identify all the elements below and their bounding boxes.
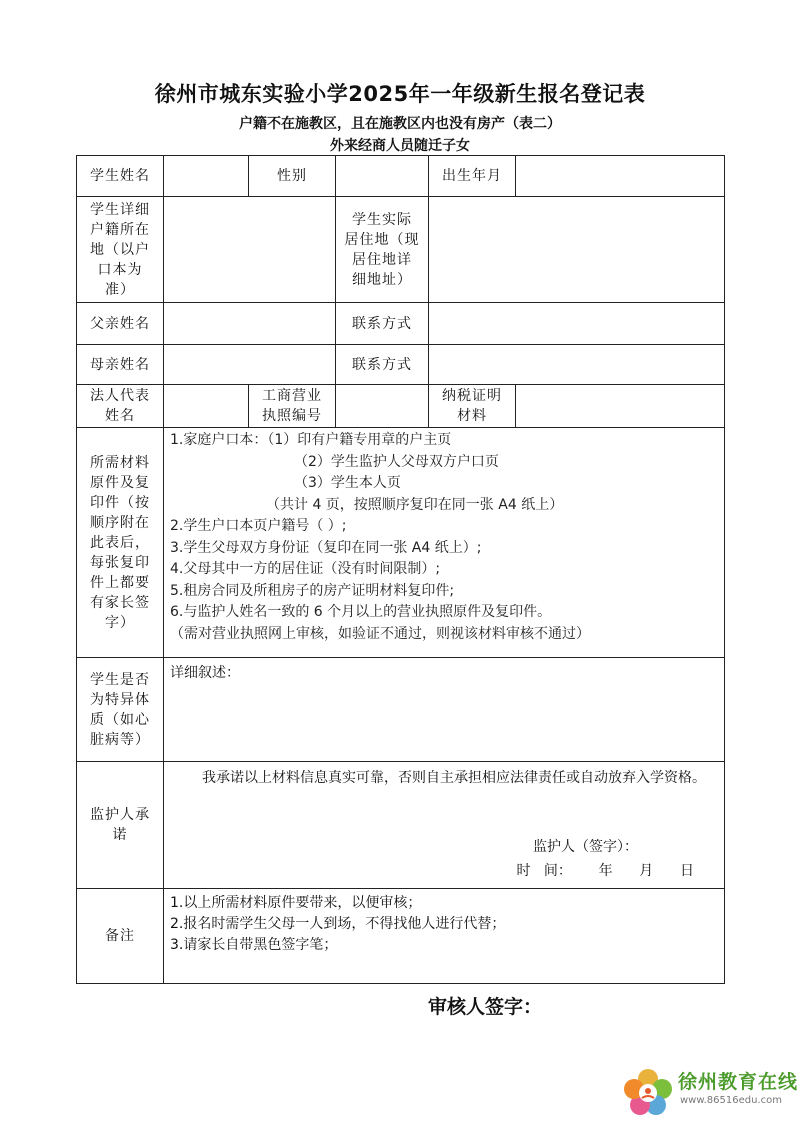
legal-rep-label: 法人代表 姓名 (77, 385, 164, 428)
father-name-label: 父亲姓名 (77, 303, 164, 345)
special-condition-label: 学生是否 为特异体 质（如心 脏病等） (77, 658, 164, 762)
gender-label: 性别 (249, 156, 336, 197)
special-condition-field[interactable] (164, 658, 725, 762)
legal-rep-field[interactable] (164, 385, 249, 428)
business-license-label: 工商营业 执照编号 (249, 385, 336, 428)
materials-item: （2）学生监护人父母双方户口页 (294, 453, 499, 470)
guardian-signature-label: 监护人（签字）： (533, 839, 638, 855)
note-item: 3.请家长自带黑色签字笔； (170, 937, 338, 953)
materials-item: 2.学生户口本页户籍号（ ）; (170, 518, 347, 534)
registration-form-table (76, 155, 725, 984)
residence-address-field[interactable] (429, 197, 725, 303)
site-logo (622, 1063, 800, 1121)
form-category: 外来经商人员随迁子女 (330, 138, 470, 154)
logo-url: www.86516edu.com (680, 1095, 782, 1106)
tax-proof-field[interactable] (516, 385, 725, 428)
student-name-field[interactable] (164, 156, 249, 197)
materials-item: （共计 4 页，按照顺序复印在同一张 A4 纸上） (266, 496, 564, 513)
mother-name-field[interactable] (164, 345, 336, 385)
note-item: 2.报名时需学生父母一人到场，不得找他人进行代替； (170, 916, 506, 932)
materials-item: 6.与监护人姓名一致的 6 个月以上的营业执照原件及复印件。 (170, 604, 552, 620)
reviewer-signature-label: 审核人签字： (428, 996, 543, 1018)
form-title: 徐州市城东实验小学2025年一年级新生报名登记表 (154, 82, 646, 106)
materials-list (164, 428, 725, 658)
birth-label: 出生年月 (429, 156, 516, 197)
notes-list (164, 889, 725, 984)
residence-address-label: 学生实际 居住地（现 居住地详 细地址） (336, 197, 429, 303)
materials-label: 所需材料 原件及复 印件（按 顺序附在 此表后， 每张复印 件上都要 有家长签 字） (77, 428, 164, 658)
flower-logo-icon (622, 1067, 674, 1119)
date-line: 时 间： 年 月 日 (516, 863, 694, 879)
materials-item: 1.家庭户口本：（1）印有户籍专用章的户主页 (170, 432, 452, 448)
note-item: 1.以上所需材料原件要带来，以便审核； (170, 895, 422, 911)
hukou-address-label: 学生详细 户籍所在 地（以户 口本为 准） (77, 197, 164, 303)
guardian-promise-cell (164, 762, 725, 889)
father-contact-field[interactable] (429, 303, 725, 345)
mother-contact-field[interactable] (429, 345, 725, 385)
materials-item: 5.租房合同及所租房子的房产证明材料复印件; (170, 582, 455, 599)
father-name-field[interactable] (164, 303, 336, 345)
birth-field[interactable] (516, 156, 725, 197)
guardian-promise-label: 监护人承 诺 (77, 762, 164, 889)
materials-item: （需对营业执照网上审核，如验证不通过，则视该材料审核不通过） (170, 625, 590, 642)
promise-text: 我承诺以上材料信息真实可靠，否则自主承担相应法律责任或自动放弃入学资格。 (202, 770, 706, 786)
tax-proof-label: 纳税证明 材料 (429, 385, 516, 428)
gender-field[interactable] (336, 156, 429, 197)
materials-item: 4.父母其中一方的居住证（没有时间限制）; (170, 561, 441, 577)
materials-item: （3）学生本人页 (294, 475, 401, 491)
student-name-label: 学生姓名 (77, 156, 164, 197)
materials-item: 3.学生父母双方身份证（复印在同一张 A4 纸上）; (170, 539, 482, 556)
special-detail-label: 详细叙述： (170, 665, 240, 681)
business-license-field[interactable] (336, 385, 429, 428)
mother-contact-label: 联系方式 (336, 345, 429, 385)
notes-label: 备注 (77, 889, 164, 984)
father-contact-label: 联系方式 (336, 303, 429, 345)
mother-name-label: 母亲姓名 (77, 345, 164, 385)
logo-name: 徐州教育在线 (678, 1071, 799, 1093)
form-subtitle: 户籍不在施教区，且在施教区内也没有房产（表二） (239, 116, 561, 132)
hukou-address-field[interactable] (164, 197, 336, 303)
